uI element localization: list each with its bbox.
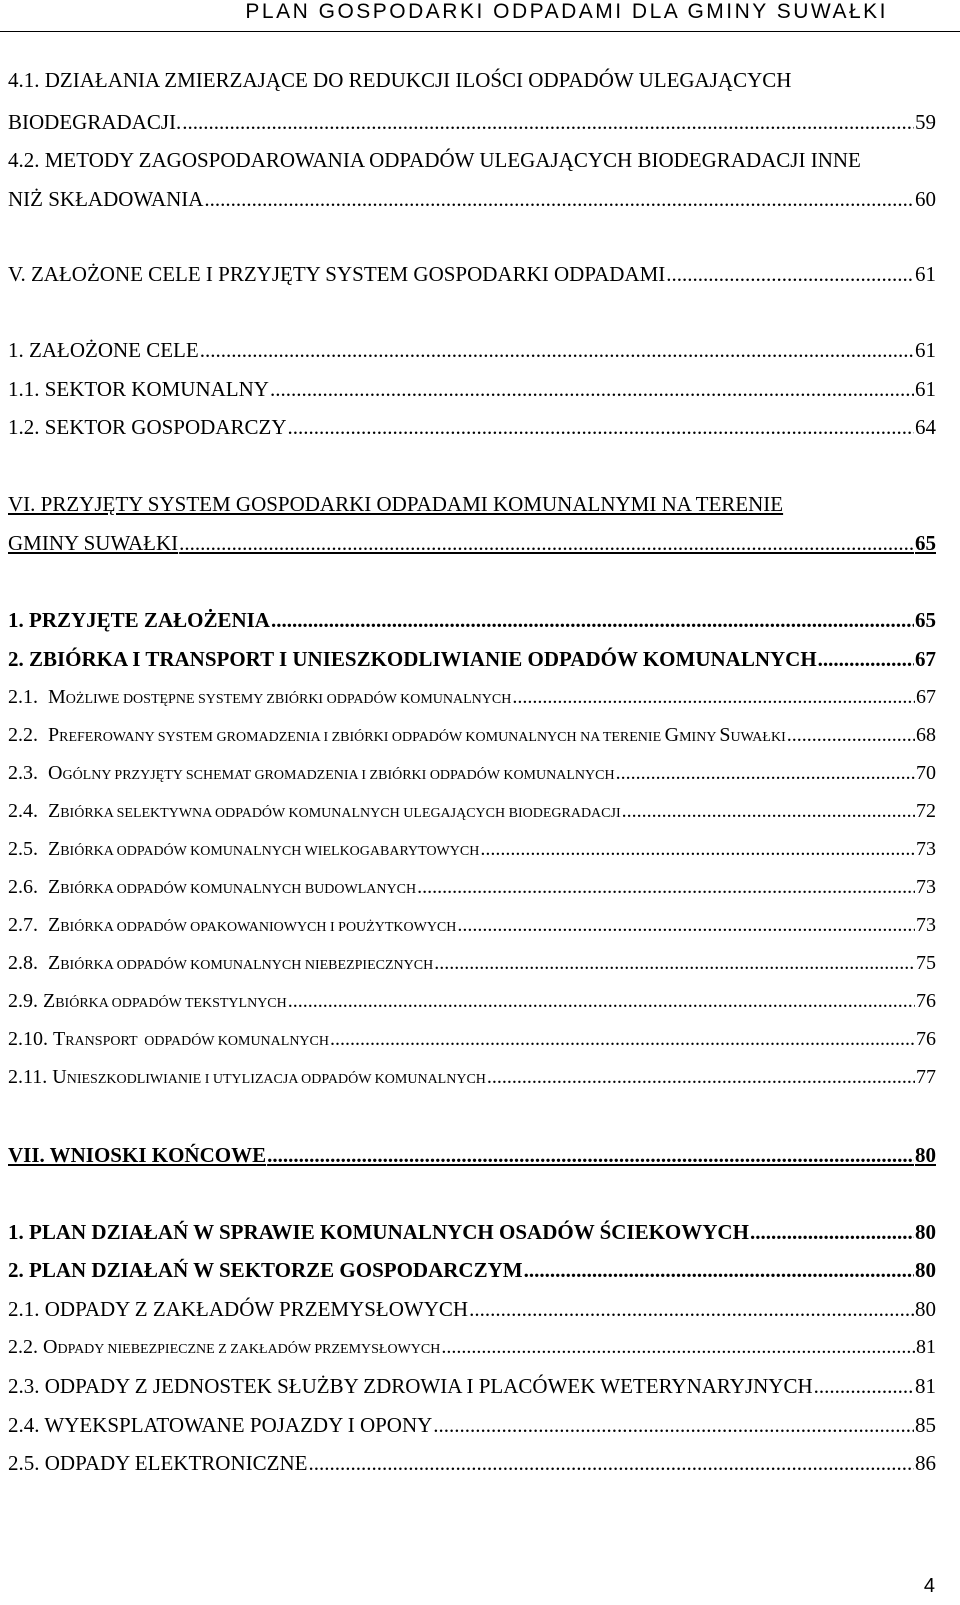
toc-leader [480,838,915,861]
toc-page-number: 60 [915,187,936,211]
toc-entry-7-2-4[interactable] [8,1413,936,1438]
toc-page-number: 73 [916,876,936,898]
toc-leader [200,338,914,363]
toc-entry-5-1-2[interactable] [8,415,936,440]
toc-entry-number: 2.3. [8,762,38,784]
toc-entry-title: REFEROWANY SYSTEM GROMADZENIA I ZBIÓRKI ODPADÓW KOMUNALNYCH NA TERENIE [59,730,665,745]
toc-entry-title: BIÓRKA ODPADÓW KOMUNALNYCH NIEBEZPIECZNYCH [60,958,434,973]
toc-entry-cap: O [43,1336,58,1358]
toc-entry-chapter-6[interactable] [8,531,936,556]
toc-entry-title: DPADY NIEBEZPIECZNE Z ZAKŁADÓW PRZEMYSŁOWYCH [57,1342,441,1357]
toc-page-number: 77 [916,1066,936,1088]
toc-entry-title: NIŻ SKŁADOWANIA [8,187,204,211]
toc-entry-7-2[interactable] [8,1258,936,1283]
toc-leader [288,415,915,440]
toc-entry-title: 2.1. ODPADY Z ZAKŁADÓW PRZEMYSŁOWYCH [8,1297,469,1321]
header-title: PLAN GOSPODARKI ODPADAMI DLA GMINY SUWAŁKI [245,0,888,23]
toc-entry-title: 1. PLAN DZIAŁAŃ W SPRAWIE KOMUNALNYCH OSADÓW ŚCIEKOWYCH [8,1220,749,1244]
toc-page-number: 61 [915,338,936,362]
toc-entry-title: 1.2. SEKTOR GOSPODARCZY [8,415,287,439]
toc-entry-6-2[interactable] [8,647,936,672]
toc-entry-chapter-7[interactable] [8,1143,936,1168]
toc-entry-title: BIÓRKA ODPADÓW KOMUNALNYCH BUDOWLANYCH [60,882,417,897]
toc-entry-7-1[interactable] [8,1220,936,1245]
toc-entry-title: 2. PLAN DZIAŁAŃ W SEKTORZE GOSPODARCZYM [8,1258,523,1282]
toc-entry-title: BIÓRKA SELEKTYWNA ODPADÓW KOMUNALNYCH ULEGAJĄCYCH BIODEGRADACJI [60,806,621,821]
toc-leader [814,1374,914,1399]
toc-page-number: 61 [915,377,936,401]
toc-page-number: 61 [915,262,936,286]
toc-leader [524,1258,914,1283]
page-number: 4 [923,1575,935,1597]
toc-entry-6-2-6[interactable] [8,876,936,899]
toc-page-number: 80 [915,1220,936,1244]
toc-entry-6-2-10[interactable] [8,1028,936,1051]
toc-entry-cap: T [53,1028,66,1050]
toc-entry-title: 2.4. WYEKSPLATOWANE POJAZDY I OPONY [8,1413,433,1437]
toc-entry-6-2-3[interactable] [8,762,936,785]
toc-page-number: 67 [915,647,936,671]
toc-leader [288,990,915,1013]
toc-leader [469,1297,914,1322]
toc-entry-title: UWAŁKI [730,730,786,745]
toc-page-number: 80 [915,1258,936,1282]
toc-entry-number: 2.2. [8,724,38,746]
toc-page-number: 76 [916,1028,936,1050]
toc-entry-6-2-1[interactable] [8,686,936,709]
toc-leader [750,1220,914,1245]
toc-page-number: 80 [915,1143,936,1167]
toc-entry-title: GMINY SUWAŁKI [8,531,179,555]
toc-entry-5-1-1[interactable] [8,377,936,402]
toc-page-number: 76 [916,990,936,1012]
toc-entry-cap: Z [48,876,61,898]
toc-entry-cap: Z [48,952,61,974]
toc-leader [616,762,915,785]
toc-page-number: 86 [915,1451,936,1475]
toc-page-number: 73 [916,914,936,936]
toc-entry-number: 2.7. [8,914,38,936]
toc-page-number: 59 [915,110,936,134]
toc-entry-6-2-8[interactable] [8,952,936,975]
toc-entry-6-2-9[interactable] [8,990,936,1013]
toc-page-number: 70 [916,762,936,784]
toc-entry-title: 1. ZAŁOŻONE CELE [8,338,199,362]
toc-entry-cap: M [48,686,66,708]
toc-entry-title: BIÓRKA ODPADÓW KOMUNALNYCH WIELKOGABARYTOWYCH [60,844,480,859]
toc-page-number: 72 [916,800,936,822]
toc-leader [666,262,914,287]
toc-page-number: 68 [916,724,936,746]
toc-entry-4-1[interactable] [8,110,936,135]
toc-page-number: 73 [916,838,936,860]
toc-entry-6-1[interactable] [8,608,936,633]
toc-page-number: 85 [915,1413,936,1437]
toc-leader [512,686,915,709]
toc-entry-number: 2.2. [8,1336,38,1358]
toc-entry-5-1[interactable] [8,338,936,363]
toc-leader [787,724,915,747]
toc-entry-title: OŻLIWE DOSTĘPNE SYSTEMY ZBIÓRKI ODPADÓW KOMUNALNYCH [65,692,512,707]
toc-entry-cap: Z [48,914,61,936]
toc-page-number: 65 [915,531,936,555]
toc-entry-7-2-3[interactable] [8,1374,936,1399]
toc-entry-title: 2.5. ODPADY ELEKTRONICZNE [8,1451,308,1475]
toc-page-number: 80 [915,1297,936,1321]
toc-entry-title: MINY [679,730,720,745]
toc-leader [330,1028,915,1051]
toc-leader [270,377,914,402]
toc-page-number: 67 [916,686,936,708]
toc-entry-chapter-5[interactable] [8,262,936,287]
toc-leader [433,1413,914,1438]
toc-entry-cap: Z [48,838,61,860]
toc-entry-7-2-5[interactable] [8,1451,936,1476]
toc-entry-number: 2.8. [8,952,38,974]
toc-entry-6-2-2[interactable] [8,724,936,747]
toc-entry-title: GÓLNY PRZYJĘTY SCHEMAT GROMADZENIA I ZBIÓRKI ODPADÓW KOMUNALNYCH [62,768,615,783]
toc-leader [434,952,915,975]
toc-entry-6-2-4[interactable] [8,800,936,823]
toc-page-number: 64 [915,415,936,439]
toc-entry-title: NIESZKODLIWIANIE I UTYLIZACJA ODPADÓW KOMUNALNYCH [66,1072,486,1087]
toc-entry-4-2[interactable] [8,187,936,212]
toc-entry-title: VII. WNIOSKI KOŃCOWE [8,1143,267,1167]
toc-entry-title: BIÓRKA ODPADÓW TEKSTYLNYCH [55,996,287,1011]
toc-entry-7-2-1[interactable] [8,1297,936,1322]
toc-page-number: 81 [916,1336,936,1358]
toc-entry-title: V. ZAŁOŻONE CELE I PRZYJĘTY SYSTEM GOSPODARKI ODPADAMI [8,262,666,286]
toc-entry-6-2-11[interactable] [8,1066,936,1089]
toc-entry-7-2-2[interactable] [8,1336,936,1359]
toc-leader [487,1066,915,1089]
toc-leader [271,608,914,633]
toc-entry-6-2-7[interactable] [8,914,936,937]
toc-leader [457,914,915,937]
toc-entry-cap: Z [43,990,56,1012]
toc-entry-title: BIODEGRADACJI. [8,110,182,134]
toc-entry-title: BIÓRKA ODPADÓW OPAKOWANIOWYCH I POUŻYTKOWYCH [60,920,457,935]
toc-entry-number: 2.11. [8,1066,48,1088]
toc-page-number: 75 [916,952,936,974]
toc-entry-title: 1. PRZYJĘTE ZAŁOŻENIA [8,608,270,632]
toc-leader [622,800,915,823]
toc-entry-cap: P [48,724,60,746]
toc-page-number: 81 [915,1374,936,1398]
toc-leader [417,876,915,899]
toc-entry-number: 2.6. [8,876,38,898]
toc-entry-cap: S [719,724,731,746]
toc-entry-number: 2.1. [8,686,38,708]
toc-leader [182,110,914,135]
toc-entry-4-2-line1: 4.2. METODY ZAGOSPODAROWANIA ODPADÓW ULEGAJĄCYCH BIODEGRADACJI INNE [8,148,861,172]
toc-leader [441,1336,915,1359]
toc-leader [308,1451,914,1476]
toc-leader [204,187,914,212]
toc-leader [818,647,914,672]
toc-entry-number: 2.4. [8,800,38,822]
toc-leader [179,531,914,556]
toc-entry-title: RANSPORT ODPADÓW KOMUNALNYCH [65,1034,329,1049]
toc-entry-cap: U [52,1066,67,1088]
toc-entry-number: 2.10. [8,1028,48,1050]
toc-entry-cap: O [48,762,63,784]
toc-entry-number: 2.5. [8,838,38,860]
toc-entry-title: 2. ZBIÓRKA I TRANSPORT I UNIESZKODLIWIANIE ODPADÓW KOMUNALNYCH [8,647,817,671]
toc-leader [267,1143,914,1168]
toc-entry-4-1-line1: 4.1. DZIAŁANIA ZMIERZAJĄCE DO REDUKCJI ILOŚCI ODPADÓW ULEGAJĄCYCH [8,68,792,92]
toc-entry-6-2-5[interactable] [8,838,936,861]
toc-entry-cap: Z [48,800,61,822]
toc-entry-cap: G [664,724,680,746]
toc-entry-title: 2.3. ODPADY Z JEDNOSTEK SŁUŻBY ZDROWIA I PLACÓWEK WETERYNARYJNYCH [8,1374,813,1398]
toc-page-number: 65 [915,608,936,632]
toc-entry-title: 1.1. SEKTOR KOMUNALNY [8,377,269,401]
toc-entry-number: 2.9. [8,990,38,1012]
toc-entry-chapter-6-line1: VI. PRZYJĘTY SYSTEM GOSPODARKI ODPADAMI KOMUNALNYMI NA TERENIE [8,492,784,516]
